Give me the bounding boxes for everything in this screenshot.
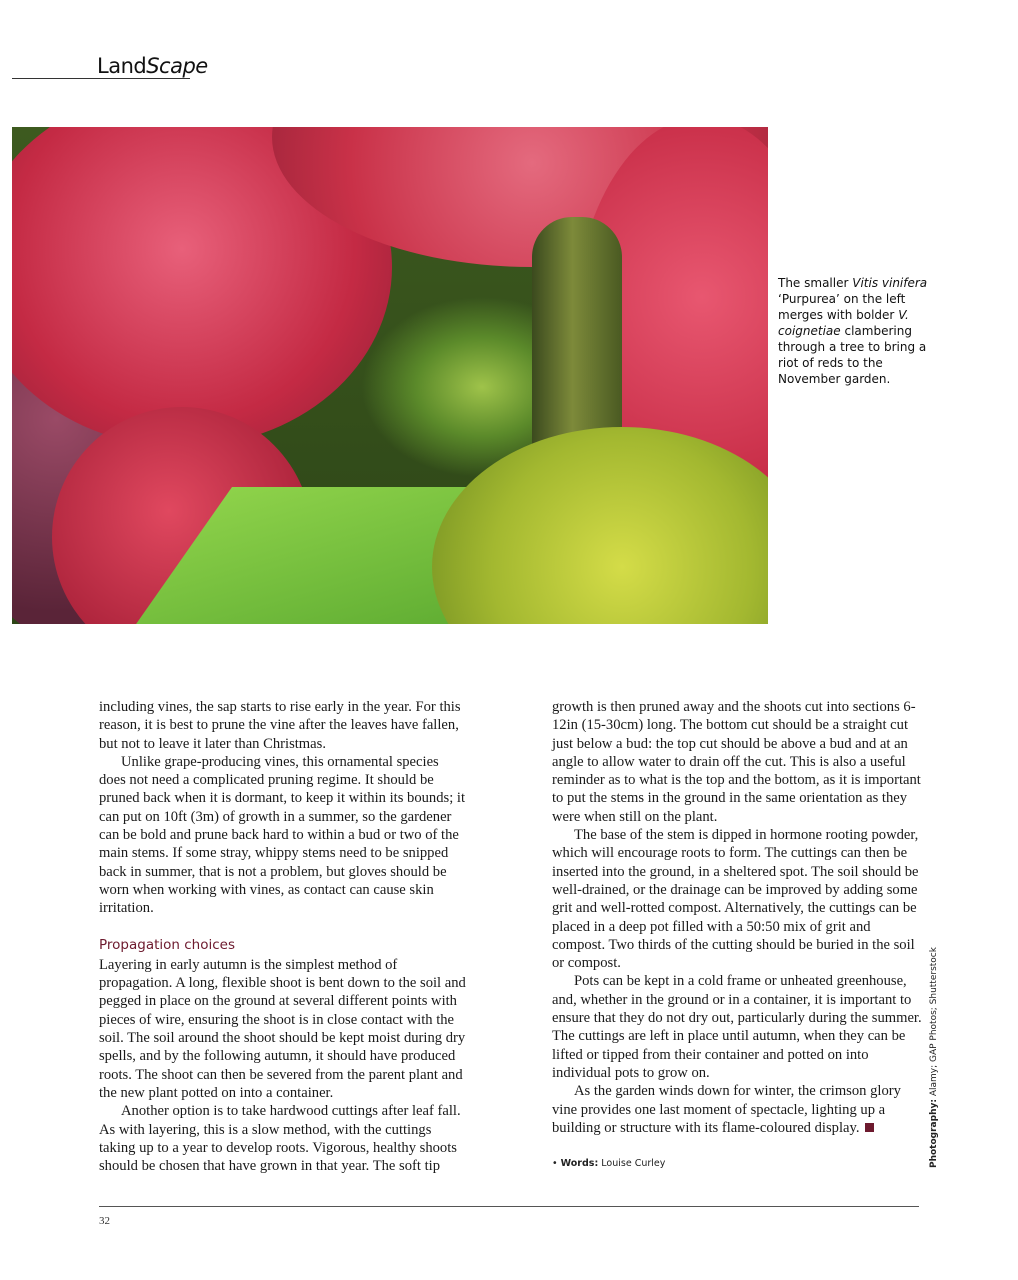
byline-author: Louise Curley [601,1158,666,1169]
caption-text-3: clambering through a tree to bring a riot of reds to the November garden. [778,324,927,386]
byline-label: Words: [560,1158,599,1169]
photo-credit [929,947,939,1168]
byline [552,1158,665,1169]
shrub-yellow-green [432,427,768,624]
paragraph: The base of the stem is dipped in hormone rooting powder, which will encourage roots to form. The cuttings can then be inserted into the ground, in a sheltered spot. The soil should be well-drained, or the drainage can be improved by adding some grit and well-rotted compost. Alternatively, the cuttings can be placed in a deep pot filled with a 50:50 mix of grit and compost. Two thirds of the cutting should be buried in the soil or compost. [552,827,919,972]
paragraph: including vines, the sap starts to rise early in the year. For this reason, it is best to prune the vine after the leaves have fallen, but not to leave it later than Christmas. [99,699,461,752]
subheading: Propagation choices [99,936,236,953]
photo-caption [778,275,928,387]
logo-land: Land [97,54,147,78]
garden-photo [12,127,768,624]
header-rule [12,78,190,79]
credit-sources: Alamy; GAP Photos; Shutterstock [929,947,939,1097]
caption-species-1: Vitis vinifera [852,276,928,290]
paragraph [552,1082,924,1137]
paragraph: Pots can be kept in a cold frame or unheated greenhouse, and, whether in the ground or in a container, it is important to ensure that they do not dry out, particularly during the summer. The cuttings are left in place until autumn, when they can be lifted or tipped from their container and potted on into individual pots to grow on. [552,973,922,1081]
paragraph: Another option is to take hardwood cuttings after leaf fall. As with layering, this is a slow method, with the cuttings taking up to a year to develop roots. Vigorous, healthy shoots should be chosen that have grown in that year. The soft tip [99,1103,461,1175]
magazine-logo [97,54,208,78]
paragraph: growth is then pruned away and the shoots cut into sections 6-12in (15-30cm) long. The bottom cut should be a straight cut just below a bud: the top cut should be above a bud and at an angle to allow water to drain off the cut. This is also a useful reminder as to what is the top and the bottom, as it is important to put the stems in the ground in the same orientation as they were when still on the plant. [552,699,921,825]
caption-text-1: The smaller [778,276,853,290]
page-number: 32 [99,1215,110,1227]
caption-text-2: ‘Purpurea’ on the left merges with bolder [778,292,906,322]
credit-label: Photography: [929,1099,939,1168]
end-mark-icon [865,1123,874,1132]
byline-bullet: • [552,1158,558,1169]
caption-species-2: V. coignetiae [778,308,909,338]
closing-text: As the garden winds down for winter, the crimson glory vine provides one last moment of spectacle, lighting up a building or structure with its flame-coloured display. [552,1083,901,1136]
paragraph: Layering in early autumn is the simplest method of propagation. A long, flexible shoot is bent down to the soil and pegged in place on the ground at several different points with pieces of wire, ensuring the shoot is in close contact with the soil. The soil around the shoot should be kept moist during dry spells, and by the following autumn, it should have produced roots. The shoot can then be severed from the parent plant and the new plant potted on into a container. [99,956,466,1101]
left-column [99,698,469,1175]
paragraph: Unlike grape-producing vines, this ornamental species does not need a complicated pruning regime. It should be pruned back when it is dormant, to keep it within its bounds; it can put on 10ft (3m) of growth in a summer, so the gardener can be bold and prune back hard to within a bud or two of the main stems. If some stray, whippy stems need to be snipped back in summer, that is not a problem, but gloves should be worn when working with vines, as contact can cause skin irritation. [99,753,466,917]
footer-rule [99,1206,919,1207]
right-column [552,698,924,1137]
logo-scape: Scape [146,54,208,78]
